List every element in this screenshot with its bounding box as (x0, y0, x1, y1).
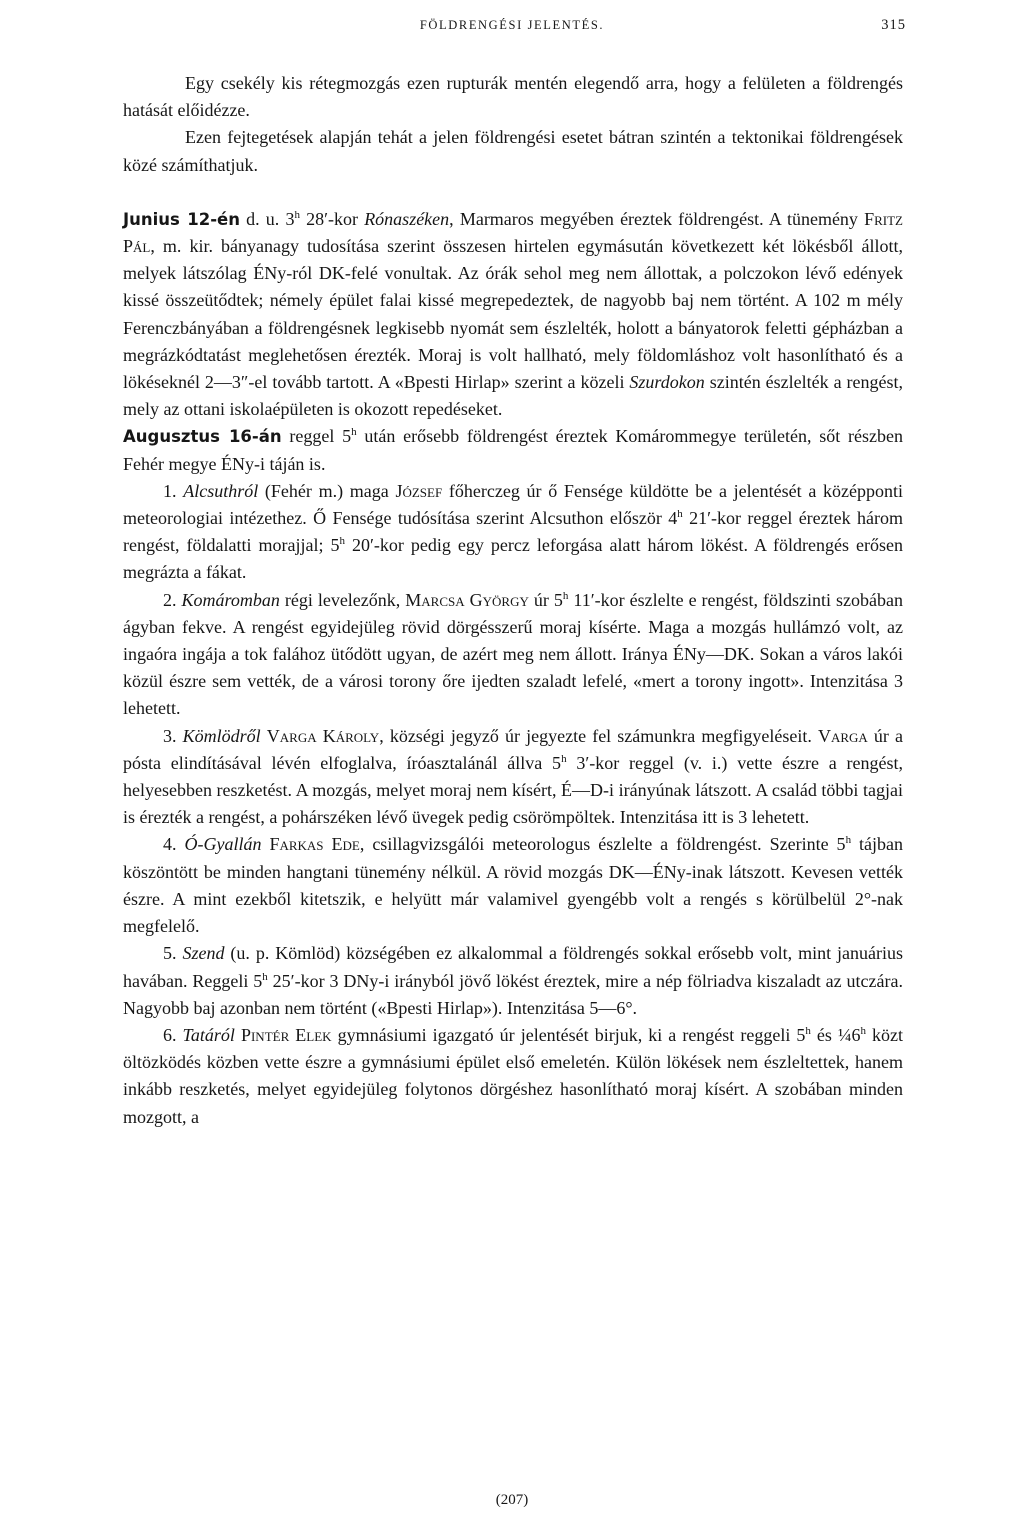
running-head (0, 18, 1024, 38)
report-szend: 5. Szend (u. p. Kömlöd) községében ez alkalommal a földrengés sokkal erősebb volt, mint januárius havában. Reggeli 5$^h$ 25′-kor 3 DNy-i irányból jövő lökést éreztek, mire a nép fölriadva kiszaladt az utczára. Nagyobb baj azonban nem történt («Bpesti Hirlap»). Intenzitása 5—6°. (123, 943, 904, 1018)
place-name: Szend (182, 943, 225, 964)
date-heading: Junius 12-én (123, 209, 240, 229)
person-name: József (395, 480, 443, 501)
place-name: Komáromban (181, 589, 280, 610)
person-name: Marcsa György (405, 589, 529, 610)
place-name: Kömlödről (182, 725, 261, 746)
person-name: Fritz Pál (123, 208, 903, 257)
place-name: Ó-Gyallán (184, 834, 262, 855)
report-alcsuth: 1. Alcsuthról (Fehér m.) maga József főherczeg úr ő Fensége küldötte be a jelentését a középponti meteorologiai intézethez. Ő Fensége tudósítása szerint Alcsuthon először 4$^h$ 21′-kor reggel éreztek három rengést, földalatti morajjal; 5$^h$ 20′-kor pedig egy percz leforgása alatt három lökést. A földrengés erősen megrázta a fákat. (123, 480, 904, 583)
page-number: 315 (881, 17, 906, 33)
person-name: Pintér Elek (240, 1024, 332, 1045)
paragraph-august-16: Augusztus 16-án reggel 5$^h$ után erősebb földrengést éreztek Komárommegye területén, sőt részben Fehér megye ÉNy-i táján is. (123, 426, 904, 474)
place-name: Rónaszéken (364, 208, 450, 229)
paragraph-june-12: Junius 12-én d. u. 3$^h$ 28′-kor Rónaszéken, Marmaros megyében éreztek földrengést. A tünemény Fritz Pál, m. kir. bányanagy tudosítása szerint összesen hirtelen egymásután következett két lökésből állott, melyek látszólag ÉNy-ról DK-felé vonultak. Az órák sehol meg nem állottak, a polczokon lévő edények kissé összeütődtek; némely épület falai kissé megrepedeztek, de nagyobb baj nem történt. A 102 m mély Ferenczbányában a földrengésnek legkisebb nyomát sem észlelték, holott a bányatorok feletti gépházban a megrázkódtatást meglehetősen érezték. Moraj is volt hallható, mely földomláshoz volt hasonlítható és a lökéseknél 2—3″-el tovább tartott. A «Bpesti Hirlap» szerint a közeli Szurdokon szintén észlelték a rengést, mely az ottani iskolaépületen is okozott repedéseket. (123, 208, 903, 420)
folio-number: (207) (495, 1492, 529, 1508)
running-title: FÖLDRENGÉSI JELENTÉS. (419, 18, 605, 32)
report-komarom: 2. Komáromban régi levelezőnk, Marcsa György úr 5$^h$ 11′-kor észlelte e rengést, földszinti szobában ágyban fekve. A rengést egyidejüleg rövid dörgésszerű moraj kísérte. Maga a mozgás hullámzó volt, az ingaóra ingája a tok falához ütődött ugyan, de azért meg nem állott. Iránya ÉNy—DK. Sokan a város lakói közül észre sem vették, de a városi torony őre ijedten szaladt lefelé, «mert a torony ingott». Intenzitása 3 lehetett. (123, 589, 904, 719)
text-body (123, 70, 903, 1131)
person-name: Varga Károly (266, 725, 380, 746)
date-heading: Augusztus 16-án (123, 427, 282, 447)
paragraph-tectonic: Ezen fejtegetések alapján tehát a jelen földrengési esetet bátran szintén a tektonikai földrengések közé számíthatjuk. (123, 127, 903, 175)
place-name: Szurdokon (629, 372, 705, 393)
report-tata: 6. Tatáról Pintér Elek gymnásiumi igazgató úr jelentését birjuk, ki a rengést reggeli 5$^h$ és ¼6$^h$ közt öltözködés közben vette észre a gymnásiumi épület első emeletén. Külön lökések nem észleltettek, hanem inkább reszketés, melyet egyidejüleg folytonos dörgéshez hasonlítható moraj kísért. A szobában minden mozgott, a (123, 1024, 904, 1127)
place-name: Tatáról (182, 1024, 235, 1045)
person-name: Varga (817, 725, 868, 746)
report-komlod: 3. Kömlödről Varga Károly, községi jegyző úr jegyezte fel számunkra megfigyeléseit. Varga úr a pósta elindításával lévén elfoglalva, íróasztalánál állva 5$^h$ 3′-kor reggel (v. i.) vette észre a rengést, helyesebben reszketést. A mozgás, melyet moraj nem kísért, É—D-i irányúnak látszott. A család többi tagjai is érezték a rengést, a pohárszéken lévő üvegek pedig csörömpöltek. Intenzitása itt is 3 lehetett. (123, 725, 904, 828)
person-name: Farkas Ede (269, 834, 360, 855)
place-name: Alcsuthról (183, 480, 259, 501)
paragraph-rupture: Egy csekély kis rétegmozgás ezen rupturák mentén elegendő arra, hogy a felületen a földrengés hatását előidézze. (123, 73, 903, 121)
report-o-gyalla: 4. Ó-Gyallán Farkas Ede, csillagvizsgálói meteorologus észlelte a földrengést. Szerinte 5$^h$ tájban köszöntött be minden hangtani tünemény nélkül. A rövid mozgás DK—ÉNy-inak látszott. Kevesen vették észre. A mint ezekből kitetszik, e helyütt már valamivel gyengébb volt a rengés s körülbelül 2°-nak megfelelő. (123, 834, 904, 937)
